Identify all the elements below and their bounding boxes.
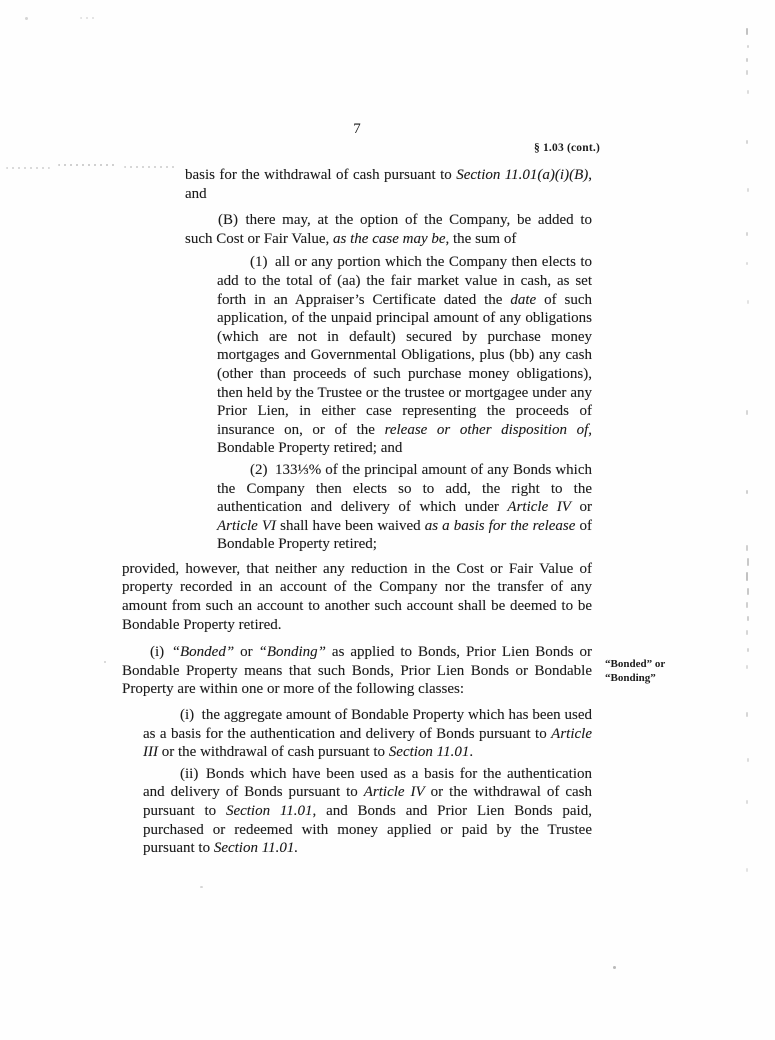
text-run: (i) the aggregate amount of Bondable Property which has been used as a basis for the authentication and delivery of Bonds pursuant to bbox=[143, 707, 592, 742]
paragraph-clause-B bbox=[185, 211, 592, 248]
text-run: provided, however, that neither any reduction in the Cost or Fair Value of property recorded in an account of the Company nor the transfer of any amount from such an account to another such account shall be deemed to be Bondable Property retired. bbox=[122, 560, 592, 633]
paragraph-clause-1 bbox=[217, 253, 592, 458]
scan-speck bbox=[104, 661, 106, 663]
text-run: (i) bbox=[150, 644, 172, 661]
scan-tick bbox=[746, 28, 748, 35]
scan-tick bbox=[747, 616, 749, 621]
scan-tick bbox=[747, 188, 749, 192]
scan-tick bbox=[747, 558, 749, 566]
text-run: , Bondable Property retired; and bbox=[217, 421, 592, 457]
scan-tick bbox=[747, 45, 749, 48]
scan-tick bbox=[746, 630, 748, 635]
text-run: basis for the withdrawal of cash pursuant to bbox=[185, 167, 457, 183]
scan-tick bbox=[747, 588, 749, 595]
scan-tick bbox=[746, 140, 748, 144]
section-continuation-label: § 1.03 (cont.) bbox=[533, 142, 600, 154]
scan-tick bbox=[746, 262, 748, 265]
scan-tick bbox=[746, 665, 748, 669]
scan-tick bbox=[747, 300, 749, 304]
scan-speck bbox=[25, 17, 28, 20]
scan-tick bbox=[746, 232, 748, 236]
scan-tick bbox=[746, 58, 748, 62]
italic-text-run: release or other disposition of bbox=[384, 421, 589, 438]
text-run: or the withdrawal of cash pursuant to bbox=[143, 784, 592, 819]
text-run: . bbox=[469, 744, 474, 761]
scan-speck bbox=[613, 966, 616, 969]
scan-smudge bbox=[6, 167, 50, 169]
scan-tick bbox=[746, 868, 748, 872]
italic-text-run: Section 11.01 bbox=[225, 803, 313, 819]
italic-text-run: as the case may be bbox=[333, 230, 446, 247]
text-run: (2) 133⅓% of the principal amount of any Bonds which the Company then elects so to add, the right to the authentication and delivery of which under bbox=[217, 461, 592, 516]
italic-text-run: “Bonded” bbox=[171, 644, 235, 661]
text-run: of such application, of the unpaid principal amount of any obligations (which are not in default) secured by purchase money mortgages and Governmental Obligations, plus (bb) any cash (other than proceeds of such purchase money obligations), then held by the Trustee or the trustee or mortgagee under any Prior Lien, in either case representing the proceeds of insurance on, or of the bbox=[217, 291, 593, 438]
text-run: or bbox=[234, 644, 259, 661]
text-run: (1) all or any portion which the Company then elects to add to the total of (aa) the fair market value in cash, as set forth in an Appraiser’s Certificate dated the bbox=[217, 254, 592, 308]
scan-smudge bbox=[124, 166, 176, 168]
margin-note-line: “Bonded” or bbox=[605, 658, 666, 670]
paragraph-class-i bbox=[143, 706, 592, 762]
italic-text-run: Section 11.01(a)(i)(B) bbox=[456, 167, 589, 183]
document-body bbox=[122, 166, 592, 858]
paragraph-clause-2 bbox=[217, 461, 592, 554]
italic-text-run: Section 11.01 bbox=[388, 744, 470, 761]
text-run: as applied to Bonds, Prior Lien Bonds or Bondable Property means that such Bonds, Prior Lien Bonds or Bondable Property are within one or more of the following classes: bbox=[122, 644, 592, 698]
scan-tick bbox=[746, 602, 748, 608]
paragraph-basis-withdrawal bbox=[185, 166, 592, 203]
scan-tick bbox=[746, 572, 748, 581]
scan-smudge bbox=[80, 17, 96, 19]
scan-tick bbox=[746, 800, 748, 804]
text-run: shall have been waived bbox=[276, 517, 425, 534]
scan-speck bbox=[200, 886, 203, 888]
scan-tick bbox=[746, 545, 748, 551]
scan-tick bbox=[746, 410, 748, 415]
italic-text-run: Article III bbox=[143, 725, 592, 761]
italic-text-run: Article IV bbox=[363, 784, 425, 801]
italic-text-run: date bbox=[510, 291, 537, 308]
text-run: (B) there may, at the option of the Company, be added to such Cost or Fair Value, bbox=[185, 212, 592, 247]
margin-note bbox=[605, 658, 715, 685]
paragraph-provided-however bbox=[122, 560, 592, 634]
scan-tick bbox=[747, 648, 749, 652]
italic-text-run: Article IV bbox=[507, 499, 571, 516]
text-run: of Bondable Property retired; bbox=[217, 517, 592, 553]
italic-text-run: Article VI bbox=[217, 517, 277, 534]
scan-tick bbox=[746, 490, 748, 494]
italic-text-run: “Bonding” bbox=[258, 644, 327, 661]
text-run: or the withdrawal of cash pursuant to bbox=[158, 744, 389, 761]
text-run: , the sum of bbox=[445, 230, 517, 247]
text-run: (ii) Bonds which have been used as a basis for the authentication and delivery of Bonds pursuant to bbox=[143, 765, 592, 801]
paragraph-bonded-definition bbox=[122, 643, 592, 699]
text-run: , and Bonds and Prior Lien Bonds paid, purchased or redeemed with money applied or paid by the Trustee pursuant to bbox=[143, 803, 592, 857]
scan-tick bbox=[746, 70, 748, 75]
text-run: , and bbox=[185, 167, 592, 202]
scan-smudge bbox=[58, 164, 116, 166]
text-run: or bbox=[570, 499, 592, 516]
italic-text-run: Section 11.01. bbox=[213, 840, 299, 857]
italic-text-run: as a basis for the release bbox=[424, 517, 576, 534]
paragraph-class-ii bbox=[143, 765, 592, 858]
scan-tick bbox=[746, 712, 748, 717]
scan-tick bbox=[747, 90, 749, 94]
margin-note-line: “Bonding” bbox=[605, 671, 656, 684]
scan-tick bbox=[747, 758, 749, 762]
page-number: 7 bbox=[353, 121, 361, 137]
